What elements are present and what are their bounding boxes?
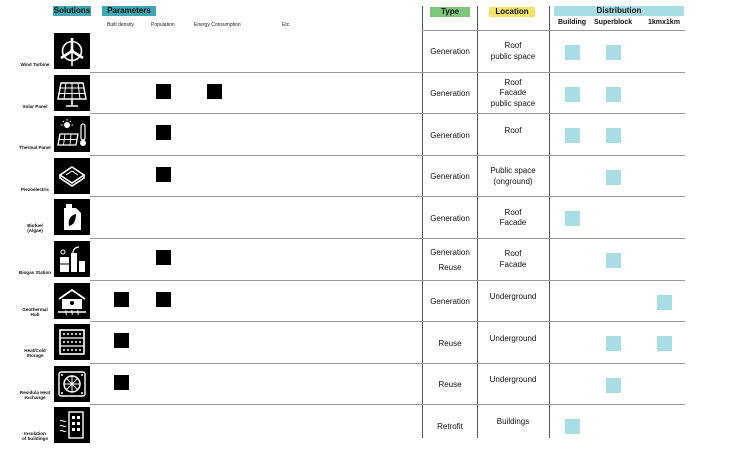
distribution-mark bbox=[565, 45, 580, 60]
solution-name: Solar Panel bbox=[22, 103, 48, 109]
distribution-mark bbox=[606, 45, 621, 60]
solution-name: Geothermal Hub bbox=[22, 306, 48, 317]
insulation-icon bbox=[54, 407, 90, 443]
distribution-mark bbox=[606, 170, 621, 185]
type-value: Generation bbox=[430, 88, 470, 98]
geothermal-icon bbox=[54, 283, 90, 319]
location-value: Roof Facade bbox=[499, 249, 527, 269]
location-value: Underground bbox=[489, 292, 537, 302]
location-value: Roof public space bbox=[490, 41, 536, 61]
location-value: Roof Facade public space bbox=[490, 77, 536, 108]
row-divider bbox=[90, 404, 422, 405]
piezoelectric-icon bbox=[54, 158, 90, 194]
type-header: Type bbox=[430, 7, 470, 17]
distribution-mark bbox=[606, 253, 621, 268]
row-divider bbox=[90, 155, 422, 156]
distribution-mark bbox=[606, 378, 621, 393]
parameter-mark bbox=[156, 292, 171, 307]
param-col-population: Population bbox=[151, 22, 175, 28]
thermal-panel-icon bbox=[54, 116, 90, 152]
solution-name: Insulation of buildings bbox=[21, 431, 49, 442]
dist-col-building: Building bbox=[558, 19, 586, 26]
parameter-mark bbox=[114, 375, 129, 390]
parameters-header: Parameters bbox=[102, 6, 156, 16]
biofuel-icon bbox=[54, 199, 90, 235]
row-divider-right bbox=[422, 238, 685, 239]
heat-exchange-icon bbox=[54, 366, 90, 402]
solution-name: Biogas Station bbox=[18, 270, 52, 275]
location-header: Location bbox=[489, 7, 535, 17]
wind-turbine-icon bbox=[54, 33, 90, 69]
parameter-mark bbox=[207, 84, 222, 99]
type-value: Retrofit bbox=[437, 421, 463, 431]
distribution-mark bbox=[565, 211, 580, 226]
type-value: Reuse bbox=[438, 380, 462, 390]
distribution-mark bbox=[565, 419, 580, 434]
solutions-header: Solutions bbox=[53, 6, 91, 15]
row-divider-right bbox=[422, 113, 685, 114]
distribution-header: Distribution bbox=[554, 6, 684, 16]
distribution-mark bbox=[606, 87, 621, 102]
row-divider-right bbox=[422, 280, 685, 281]
solar-panel-icon bbox=[54, 75, 90, 111]
row-divider bbox=[90, 321, 422, 322]
type-value: Generation bbox=[430, 296, 470, 306]
row-divider-right bbox=[422, 363, 685, 364]
row-divider bbox=[90, 363, 422, 364]
solution-name: Piezoelectric bbox=[20, 186, 50, 192]
biogas-station-icon bbox=[54, 241, 90, 277]
row-divider bbox=[90, 238, 422, 239]
location-value: Buildings bbox=[496, 416, 530, 426]
row-divider bbox=[90, 113, 422, 114]
location-value: Roof bbox=[504, 125, 522, 135]
solution-name: Heat/Cold Storage bbox=[24, 348, 46, 359]
row-divider bbox=[90, 280, 422, 281]
row-divider-right bbox=[422, 196, 685, 197]
parameter-mark bbox=[156, 167, 171, 182]
row-divider-right bbox=[422, 155, 685, 156]
row-divider-right bbox=[422, 30, 685, 31]
row-divider-right bbox=[422, 404, 685, 405]
type-value: Generation bbox=[430, 213, 470, 223]
location-value: Underground bbox=[489, 333, 537, 343]
type-value: Generation bbox=[430, 172, 470, 182]
row-divider-right bbox=[422, 321, 685, 322]
distribution-mark bbox=[657, 295, 672, 310]
location-value: Roof Facade bbox=[499, 207, 527, 228]
location-value: Underground bbox=[489, 375, 537, 385]
parameter-mark bbox=[114, 292, 129, 307]
parameter-mark bbox=[156, 250, 171, 265]
dist-col-superblock: Superblock bbox=[594, 19, 633, 26]
row-divider bbox=[90, 72, 422, 73]
solution-name: Thermal Panel bbox=[19, 145, 51, 151]
distribution-mark bbox=[606, 128, 621, 143]
solution-name: Wind Turbine bbox=[20, 62, 50, 67]
param-col-etc: Etc. bbox=[282, 22, 291, 28]
row-divider bbox=[90, 196, 422, 197]
dist-col-1km: 1kmx1km bbox=[648, 19, 680, 26]
distribution-mark bbox=[606, 336, 621, 351]
type-value: Reuse bbox=[438, 338, 462, 348]
row-divider-right bbox=[422, 72, 685, 73]
storage-icon bbox=[54, 324, 90, 360]
parameter-mark bbox=[114, 333, 129, 348]
type-value: Generation Reuse bbox=[430, 247, 470, 272]
type-value: Generation bbox=[430, 47, 470, 57]
parameter-mark bbox=[156, 125, 171, 140]
distribution-mark bbox=[565, 128, 580, 143]
solution-name: Biofuel (Algae) bbox=[27, 223, 43, 234]
location-value: Public space (onground) bbox=[490, 166, 536, 186]
distribution-mark bbox=[657, 336, 672, 351]
solution-name: Residula Heat exchange bbox=[19, 389, 51, 400]
distribution-mark bbox=[565, 87, 580, 102]
parameter-mark bbox=[156, 84, 171, 99]
type-value: Generation bbox=[430, 130, 470, 140]
param-col-energy: Energy Consumption bbox=[194, 22, 241, 28]
param-col-built-density: Built density bbox=[107, 22, 134, 28]
